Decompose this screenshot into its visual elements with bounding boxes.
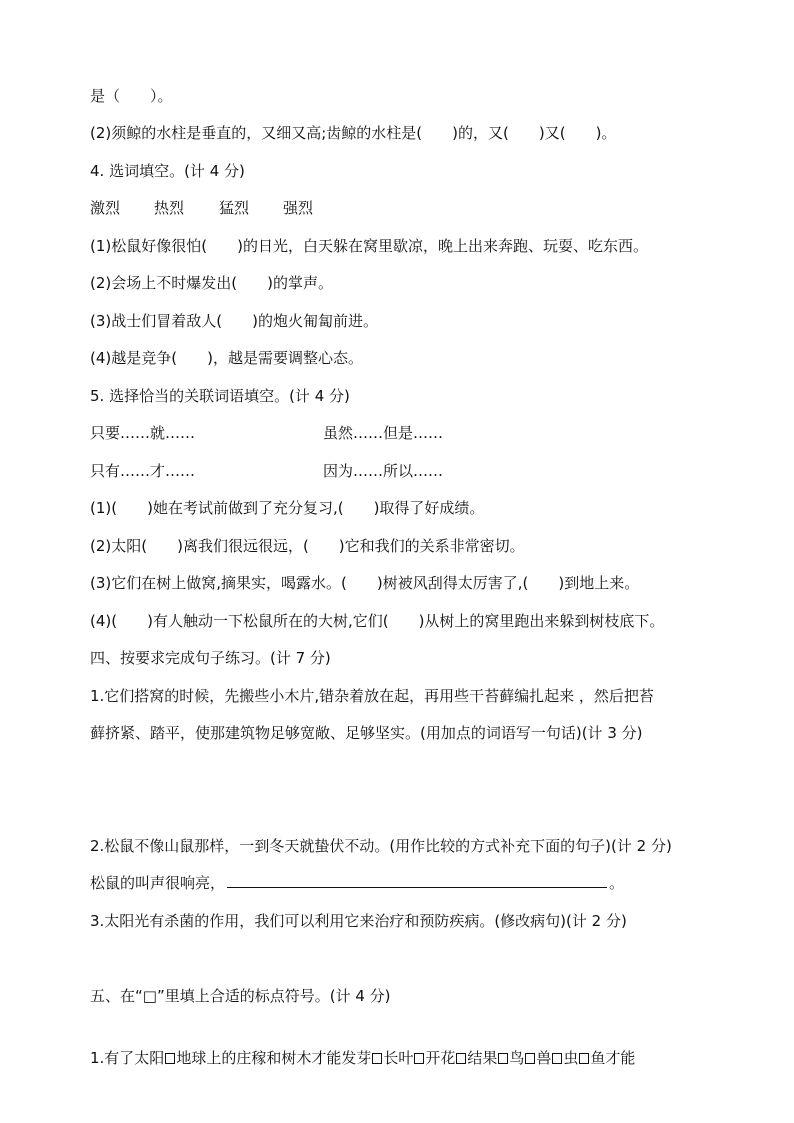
section-4-title: 四、按要求完成句子练习。(计 7 分) xyxy=(90,649,331,667)
segment: 结果 xyxy=(467,1049,498,1067)
segment: 鸟 xyxy=(509,1049,525,1067)
q3-2: (2)须鲸的水柱是垂直的，又细又高;齿鲸的水柱是( )的，又( )又( )。 xyxy=(90,124,617,142)
segment: 地球上的庄稼和树木才能发芽 xyxy=(176,1049,372,1067)
punctuation-box[interactable] xyxy=(498,1053,508,1064)
s4-q2-answer-line xyxy=(90,873,624,893)
q5-2: (2)太阳( )离我们很远很远，( )它和我们的关系非常密切。 xyxy=(90,537,525,555)
answer-suffix: 。 xyxy=(609,874,625,892)
conjunction-option: 因为……所以…… xyxy=(323,462,444,480)
word-option: 热烈 xyxy=(154,199,185,217)
segment: 长叶 xyxy=(383,1049,414,1067)
s5-q1 xyxy=(90,1048,635,1068)
q3-1-tail: 是（ ）。 xyxy=(90,87,173,105)
answer-prefix: 松鼠的叫声很响亮， xyxy=(90,874,226,892)
punctuation-box[interactable] xyxy=(552,1053,562,1064)
segment: 鱼才能 xyxy=(590,1049,636,1067)
section-5-title: 五、在“□”里填上合适的标点符号。(计 4 分) xyxy=(90,987,391,1005)
word-option: 强烈 xyxy=(283,199,314,217)
punctuation-box[interactable] xyxy=(414,1053,424,1064)
segment: 1.有了太阳 xyxy=(90,1049,165,1067)
q4-title: 4. 选词填空。(计 4 分) xyxy=(90,162,245,180)
q4-3: (3)战士们冒着敌人( )的炮火匍匐前进。 xyxy=(90,312,378,330)
word-option: 激烈 xyxy=(90,199,121,217)
segment: 兽 xyxy=(536,1049,552,1067)
answer-blank[interactable] xyxy=(227,873,607,888)
segment: 开花 xyxy=(425,1049,456,1067)
q5-4: (4)( )有人触动一下松鼠所在的大树,它们( )从树上的窝里跑出来躲到树枝底下。 xyxy=(90,612,665,630)
s4-q1-line2: 藓挤紧、踏平，使那建筑物足够宽敞、足够坚实。(用加点的词语写一句话)(计 3 分) xyxy=(90,724,643,742)
q4-4: (4)越是竞争( )，越是需要调整心态。 xyxy=(90,349,363,367)
punctuation-box[interactable] xyxy=(456,1053,466,1064)
q5-3: (3)它们在树上做窝,摘果实，喝露水。( )树被风刮得太厉害了,( )到地上来。 xyxy=(90,574,640,592)
punctuation-box[interactable] xyxy=(372,1053,382,1064)
conjunction-option: 只有……才…… xyxy=(90,462,196,480)
punctuation-box[interactable] xyxy=(579,1053,589,1064)
q5-title: 5. 选择恰当的关联词语填空。(计 4 分) xyxy=(90,387,350,405)
conjunction-option: 只要……就…… xyxy=(90,424,196,442)
s4-q3: 3.太阳光有杀菌的作用，我们可以利用它来治疗和预防疾病。(修改病句)(计 2 分) xyxy=(90,912,627,930)
q4-1: (1)松鼠好像很怕( )的日光，白天躲在窝里歇凉，晚上出来奔跑、玩耍、吃东西。 xyxy=(90,237,648,255)
segment: 虫 xyxy=(563,1049,579,1067)
q5-1: (1)( )她在考试前做到了充分复习,( )取得了好成绩。 xyxy=(90,499,485,517)
punctuation-box[interactable] xyxy=(165,1053,175,1064)
q4-2: (2)会场上不时爆发出( )的掌声。 xyxy=(90,274,333,292)
s4-q2: 2.松鼠不像山鼠那样，一到冬天就蛰伏不动。(用作比较的方式补充下面的句子)(计 2 分) xyxy=(90,837,672,855)
punctuation-box[interactable] xyxy=(525,1053,535,1064)
conjunction-option: 虽然……但是…… xyxy=(323,424,444,442)
s4-q1-line1: 1.它们搭窝的时候，先搬些小木片,错杂着放在起，再用些干苔藓编扎起来 ，然后把苔 xyxy=(90,687,654,705)
word-option: 猛烈 xyxy=(219,199,250,217)
